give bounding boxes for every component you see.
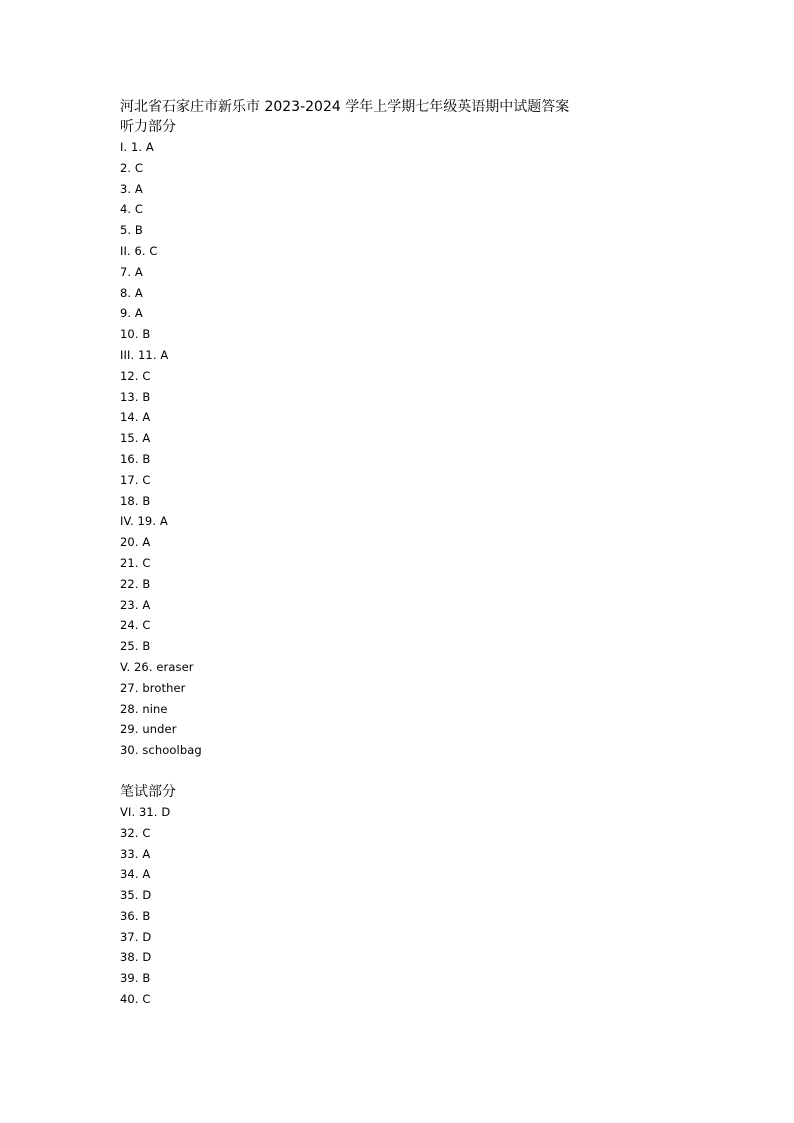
answer-line: 27. brother bbox=[120, 680, 186, 695]
document-title: 河北省石家庄市新乐市 2023-2024 学年上学期七年级英语期中试题答案 bbox=[120, 99, 570, 115]
answer-line: 25. B bbox=[120, 639, 151, 654]
answer-line: 7. A bbox=[120, 264, 143, 279]
written-section-heading: 笔试部分 bbox=[120, 783, 176, 800]
answer-line: 13. B bbox=[120, 389, 151, 404]
answer-line: 35. D bbox=[120, 888, 152, 903]
listening-section-heading: 听力部分 bbox=[120, 119, 176, 135]
answer-line: 9. A bbox=[120, 306, 143, 321]
answer-line: 5. B bbox=[120, 223, 143, 238]
answer-line: 4. C bbox=[120, 202, 144, 217]
answer-line: V. 26. eraser bbox=[120, 659, 194, 674]
answer-line: 3. A bbox=[120, 181, 143, 196]
section-spacer bbox=[120, 761, 720, 782]
answer-line: 8. A bbox=[120, 285, 143, 300]
answer-line: 14. A bbox=[120, 410, 151, 425]
answer-line: II. 6. C bbox=[120, 243, 158, 258]
answer-line: 40. C bbox=[120, 992, 151, 1007]
answer-line: 20. A bbox=[120, 535, 151, 550]
answer-line: 10. B bbox=[120, 327, 151, 342]
answer-line: 2. C bbox=[120, 160, 144, 175]
document-body bbox=[120, 97, 720, 1010]
answer-line: 17. C bbox=[120, 472, 151, 487]
answer-line: 24. C bbox=[120, 618, 151, 633]
listening-answer-list bbox=[120, 137, 720, 761]
answer-line: 34. A bbox=[120, 867, 151, 882]
answer-line: 39. B bbox=[120, 971, 151, 986]
answer-line: 22. B bbox=[120, 576, 151, 591]
answer-line: 12. C bbox=[120, 368, 151, 383]
answer-line: 28. nine bbox=[120, 701, 168, 716]
written-answer-list bbox=[120, 802, 720, 1010]
answer-line: 21. C bbox=[120, 555, 151, 570]
answer-line: VI. 31. D bbox=[120, 804, 171, 819]
answer-line: IV. 19. A bbox=[120, 514, 168, 529]
answer-line: 37. D bbox=[120, 929, 152, 944]
answer-line: I. 1. A bbox=[120, 140, 154, 154]
answer-line: 23. A bbox=[120, 597, 151, 612]
answer-line: 38. D bbox=[120, 950, 152, 965]
answer-line: 36. B bbox=[120, 908, 151, 923]
answer-line: 32. C bbox=[120, 825, 151, 840]
answer-line: 33. A bbox=[120, 846, 151, 861]
answer-line: 30. schoolbag bbox=[120, 743, 202, 758]
answer-line: III. 11. A bbox=[120, 347, 169, 362]
answer-line: 16. B bbox=[120, 451, 151, 466]
answer-line: 18. B bbox=[120, 493, 151, 508]
answer-line: 15. A bbox=[120, 431, 151, 446]
answer-line: 29. under bbox=[120, 722, 177, 737]
